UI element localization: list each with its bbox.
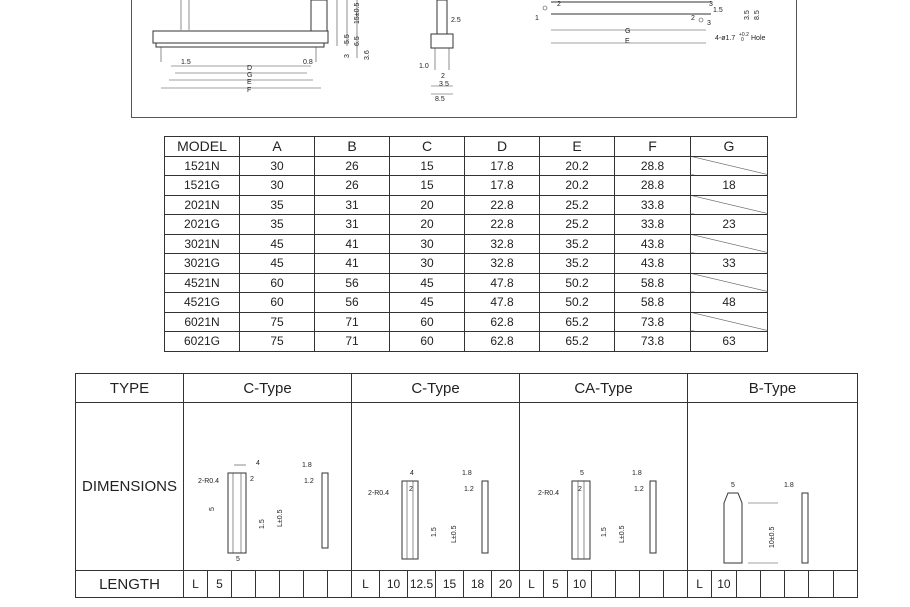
model-value-cell: 17.8 [465,156,540,176]
bottom-label-g: G [625,28,631,35]
model-name-cell: 1521N [165,156,240,176]
length-cell-4 [688,571,857,597]
c2-label-4: 4 [410,470,414,477]
model-value-cell: 30 [240,176,315,196]
model-value-cell [691,195,768,215]
b-label-10: 10±0.5 [769,526,776,548]
length-value [328,571,351,597]
ca-label-1-8: 1.8 [632,470,642,477]
model-name-cell: 3021N [165,234,240,254]
model-row [165,312,768,332]
length-value [664,571,687,597]
dimension-cell-4 [688,403,857,571]
front-label-d: D [247,65,253,72]
model-value-cell: 71 [315,312,390,332]
length-value [761,571,785,597]
model-value-cell: 31 [315,215,390,235]
header-f: F [615,137,691,157]
model-value-cell [691,273,768,293]
header-d: D [465,137,540,157]
length-cell-2 [352,571,520,597]
model-value-cell: 35.2 [540,254,615,274]
length-value [592,571,616,597]
length-value: 10 [380,571,408,597]
length-value: 10 [568,571,592,597]
type-header-4: B-Type [688,374,857,403]
model-value-cell: 26 [315,176,390,196]
bottom-label-hole-dia: 4-ø1.7 [715,35,736,42]
model-value-cell: 35 [240,215,315,235]
model-value-cell: 33.8 [615,195,691,215]
model-value-cell: 60 [390,332,465,352]
model-value-cell: 45 [390,273,465,293]
length-cell-1 [184,571,352,597]
model-value-cell: 58.8 [615,293,691,313]
front-label-5-5: 5.5 [344,34,351,44]
model-value-cell: 50.2 [540,293,615,313]
model-value-cell: 73.8 [615,312,691,332]
length-value: 15 [436,571,464,597]
c1-label-5-side: 5 [209,507,216,511]
c1-label-l: L±0.5 [277,509,284,527]
c2-label-1-5: 1.5 [431,527,438,537]
model-value-cell: 60 [240,273,315,293]
model-value-cell: 20.2 [540,156,615,176]
model-value-cell: 33 [691,254,768,274]
header-g: G [691,137,768,157]
model-value-cell: 20 [390,195,465,215]
model-value-cell: 18 [691,176,768,196]
bottom-view [535,1,766,45]
bottom-label-2b: 2 [691,15,695,22]
header-c: C [390,137,465,157]
length-value [616,571,640,597]
length-values-2 [352,571,519,597]
model-value-cell: 75 [240,312,315,332]
front-label-f: F [247,87,252,94]
model-value-cell: 65.2 [540,312,615,332]
model-value-cell: 17.8 [465,176,540,196]
length-value: 20 [498,577,513,591]
model-row [165,273,768,293]
model-row [165,176,768,196]
model-value-cell: 47.8 [465,293,540,313]
model-value-cell: 71 [315,332,390,352]
model-value-cell: 25.2 [540,215,615,235]
model-name-cell: 6021G [165,332,240,352]
model-value-cell: 30 [240,156,315,176]
model-value-cell: 45 [240,254,315,274]
model-value-cell: 63 [691,332,768,352]
length-value [256,571,280,597]
model-value-cell: 47.8 [465,273,540,293]
model-value-cell: 22.8 [465,215,540,235]
c1-label-2: 2 [250,476,254,483]
bottom-label-3b: 3 [707,20,711,27]
model-value-cell: 60 [390,312,465,332]
model-value-cell: 75 [240,332,315,352]
c1-label-1-2: 1.2 [304,478,314,485]
knob-type-table [75,373,858,598]
model-name-cell: 2021N [165,195,240,215]
bottom-label-2: 2 [557,1,561,8]
type-header-3: CA-Type [520,374,688,403]
model-name-cell: 4521N [165,273,240,293]
length-value [809,571,833,597]
type-header-2: C-Type [352,374,520,403]
bottom-label-3-5: 3.5 [744,10,751,20]
length-value: 10 [712,571,736,597]
model-value-cell: 43.8 [615,234,691,254]
dimension-cell-1 [184,403,352,571]
bottom-label-1-5: 1.5 [713,7,723,14]
ca-label-5: 5 [580,470,584,477]
c2-label-1-2: 1.2 [464,486,474,493]
b-label-1-8: 1.8 [784,482,794,489]
model-value-cell: 15 [390,176,465,196]
length-values-4 [688,571,857,597]
b-label-5: 5 [731,482,735,489]
length-value: 18 [464,571,492,597]
model-value-cell: 33.8 [615,215,691,235]
c2-label-r04: 2-R0.4 [368,490,390,497]
bottom-label-e: E [625,38,630,45]
model-value-cell: 31 [315,195,390,215]
side-label-8-5: 8.5 [435,96,445,103]
front-label-6-5: 6.5 [354,36,361,46]
model-value-cell: 22.8 [465,195,540,215]
bottom-label-8-5: 8.5 [754,10,761,20]
front-label-3-6: 3.6 [364,50,371,60]
model-value-cell: 23 [691,215,768,235]
model-value-cell: 45 [240,234,315,254]
model-value-cell: 56 [315,293,390,313]
model-value-cell: 15 [390,156,465,176]
row-label-dimensions: DIMENSIONS [76,403,184,571]
model-value-cell: 30 [390,234,465,254]
model-name-cell: 2021G [165,215,240,235]
bottom-label-hole: Hole [751,35,766,42]
length-value [785,571,809,597]
model-value-cell: 58.8 [615,273,691,293]
model-value-cell: 62.8 [465,332,540,352]
front-label-3: 3 [344,54,351,58]
side-label-3: 3 [439,81,443,88]
front-view [153,0,371,94]
knob-drawing-c-type-2 [352,403,520,571]
length-value [304,571,328,597]
c1-label-1-8: 1.8 [302,462,312,469]
model-value-cell: 26 [315,156,390,176]
side-label-5: 5 [445,81,449,88]
model-row [165,254,768,274]
length-value: 5 [544,571,568,597]
ca-label-l: L±0.5 [619,525,626,543]
c2-label-1-8: 1.8 [462,470,472,477]
c1-label-1-5: 1.5 [259,519,266,529]
side-label-2: 2 [441,73,445,80]
model-row [165,156,768,176]
c1-label-5-bottom: 5 [236,556,240,563]
ca-label-1-2: 1.2 [634,486,644,493]
knob-drawing-b-type [688,403,857,571]
header-a: A [240,137,315,157]
model-value-cell: 32.8 [465,234,540,254]
header-model: MODEL [165,137,240,157]
model-value-cell: 50.2 [540,273,615,293]
header-b: B [315,137,390,157]
model-name-cell: 1521G [165,176,240,196]
model-value-cell: 65.2 [540,332,615,352]
model-value-cell: 20.2 [540,176,615,196]
length-values-3 [520,571,687,597]
dimension-cell-3 [520,403,688,571]
length-values-1 [184,571,351,597]
model-value-cell: 60 [240,293,315,313]
length-value [232,571,256,597]
front-label-g: G [247,72,253,79]
length-value: 12.5 [408,571,436,597]
type-header-1: C-Type [184,374,352,403]
model-row [165,215,768,235]
model-value-cell: 28.8 [615,156,691,176]
model-value-cell [691,234,768,254]
front-label-15: 15±0.5 [354,2,361,24]
front-label-1-5: 1.5 [181,59,191,66]
front-label-0-8: 0.8 [303,59,313,66]
model-value-cell: 62.8 [465,312,540,332]
model-name-cell: 6021N [165,312,240,332]
model-row [165,195,768,215]
knob-drawing-c-type-1 [184,403,352,571]
model-table-header [165,137,768,157]
model-value-cell: 30 [390,254,465,274]
model-value-cell [691,312,768,332]
ca-label-1-5: 1.5 [601,527,608,537]
header-e: E [540,137,615,157]
length-label: L [184,571,208,597]
model-name-cell: 4521G [165,293,240,313]
model-row [165,332,768,352]
model-value-cell: 41 [315,254,390,274]
model-value-cell: 48 [691,293,768,313]
bottom-label-3: 3 [709,1,713,8]
model-value-cell: 45 [390,293,465,313]
model-value-cell: 35 [240,195,315,215]
model-value-cell: 73.8 [615,332,691,352]
ca-label-2: 2 [578,486,582,493]
model-value-cell: 41 [315,234,390,254]
dimension-cell-2 [352,403,520,571]
row-label-type: TYPE [76,374,184,403]
length-value [640,571,664,597]
length-value [834,571,857,597]
side-label-1-0: 1.0 [419,63,429,70]
bottom-label-1: 1 [535,15,539,22]
mechanical-drawing [131,0,797,118]
model-value-cell: 20 [390,215,465,235]
model-name-cell: 3021G [165,254,240,274]
length-label: L [352,571,380,597]
ca-label-r04: 2-R0.4 [538,490,560,497]
model-dimension-table [164,136,768,352]
length-value [737,571,761,597]
model-value-cell: 35.2 [540,234,615,254]
length-label: L [520,571,544,597]
side-view [419,0,461,103]
length-value [280,571,304,597]
row-label-length: LENGTH [76,571,184,597]
model-value-cell: 28.8 [615,176,691,196]
c2-label-l: L±0.5 [451,525,458,543]
length-cell-3 [520,571,688,597]
side-label-2-5: 2.5 [451,17,461,24]
model-row [165,234,768,254]
length-label: L [688,571,712,597]
model-value-cell: 32.8 [465,254,540,274]
model-row [165,293,768,313]
c1-label-r04: 2-R0.4 [198,478,220,485]
model-value-cell: 43.8 [615,254,691,274]
c1-label-4: 4 [256,460,260,467]
length-value: 5 [208,571,232,597]
c2-label-2: 2 [409,486,413,493]
model-value-cell: 25.2 [540,195,615,215]
model-value-cell: 56 [315,273,390,293]
bottom-label-hole-tol-lower: 0 [741,37,744,43]
front-label-e: E [247,79,252,86]
knob-drawing-ca-type [520,403,688,571]
model-value-cell [691,156,768,176]
bottom-label-hole-tol-upper: +0.2 [739,32,749,38]
